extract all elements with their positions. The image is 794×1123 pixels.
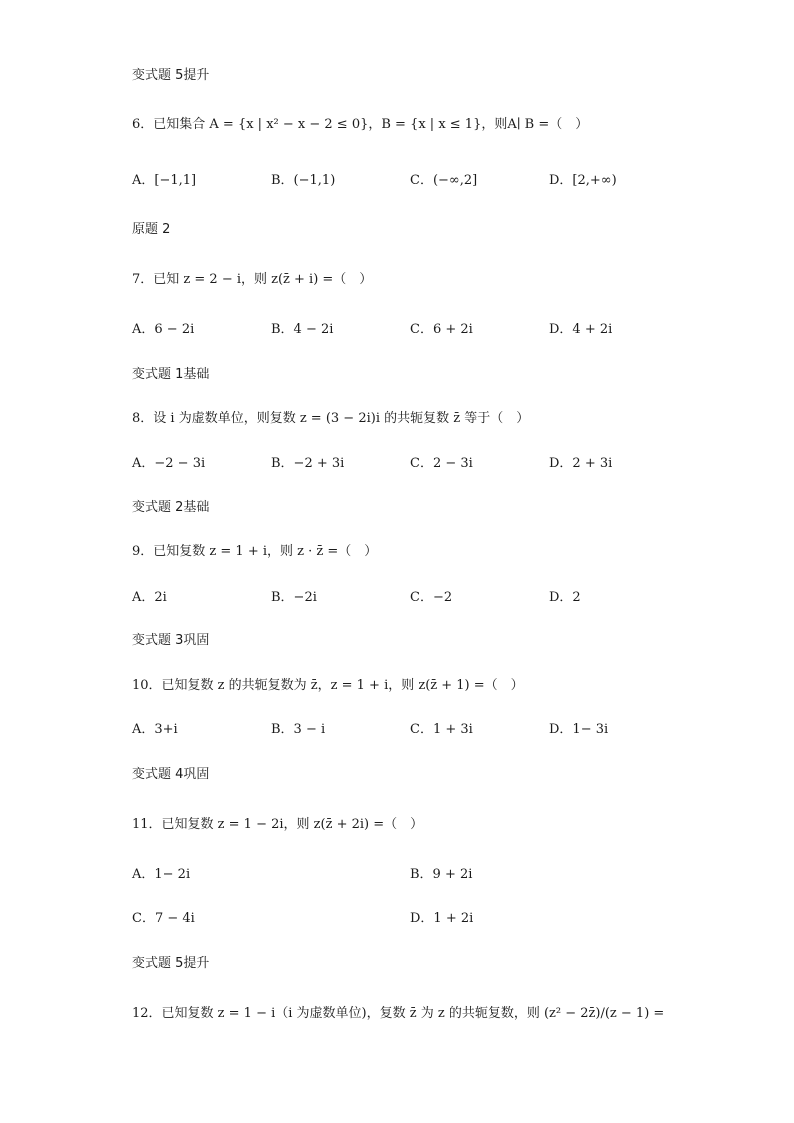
question-11-option-a: A．1− 2i [132,867,191,882]
question-9-stem: 9．已知复数 z = 1 + i，则 z · z̄ =（ ） [132,544,378,559]
question-11-option-d: D．1 + 2i [410,911,474,926]
question-10-option-a: A．3+i [132,722,178,737]
question-7-option-d: D．4 + 2i [549,322,613,337]
question-6-option-c: C．(−∞,2] [410,173,478,188]
question-6-option-a: A．[−1,1] [132,173,197,188]
question-7-option-b: B．4 − 2i [271,322,334,337]
question-11-option-b: B．9 + 2i [410,867,473,882]
question-6-stem: 6．已知集合 A = {x | x² − x − 2 ≤ 0}，B = {x | x ≤ 1}，则A∣ B =（ ） [132,117,589,132]
question-9-option-d: D．2 [549,590,581,605]
section-heading: 变式题 1基础 [132,367,210,382]
question-8-option-b: B．−2 + 3i [271,456,345,471]
question-10-option-b: B．3 − i [271,722,326,737]
section-heading: 原题 2 [132,222,171,237]
section-heading: 变式题 4巩固 [132,767,210,782]
question-9-option-c: C．−2 [410,590,453,605]
question-12-stem: 12．已知复数 z = 1 − i（i 为虚数单位)，复数 z̄ 为 z 的共轭复数，则 (z² − 2z̄)/(z − 1) = [132,1006,665,1021]
question-9-option-a: A．2i [132,590,167,605]
question-10-option-d: D．1− 3i [549,722,609,737]
question-7-option-a: A．6 − 2i [132,322,195,337]
section-heading: 变式题 5提升 [132,956,210,971]
question-6-option-b: B．(−1,1) [271,173,336,188]
question-8-option-c: C．2 − 3i [410,456,473,471]
question-10-option-c: C．1 + 3i [410,722,473,737]
section-heading: 变式题 2基础 [132,500,210,515]
question-8-option-a: A．−2 − 3i [132,456,206,471]
question-9-option-b: B．−2i [271,590,317,605]
section-heading: 变式题 5提升 [132,68,210,83]
question-8-option-d: D．2 + 3i [549,456,613,471]
question-7-option-c: C．6 + 2i [410,322,473,337]
question-11-option-c: C．7 − 4i [132,911,195,926]
question-11-stem: 11．已知复数 z = 1 − 2i，则 z(z̄ + 2i) =（ ） [132,817,424,832]
question-10-stem: 10．已知复数 z 的共轭复数为 z̄，z = 1 + i，则 z(z̄ + 1) =（ ） [132,678,524,693]
question-8-stem: 8．设 i 为虚数单位，则复数 z = (3 − 2i)i 的共轭复数 z̄ 等于（ ） [132,411,530,426]
question-6-option-d: D．[2,+∞) [549,173,617,188]
question-7-stem: 7．已知 z = 2 − i，则 z(z̄ + i) =（ ） [132,272,373,287]
section-heading: 变式题 3巩固 [132,633,210,648]
